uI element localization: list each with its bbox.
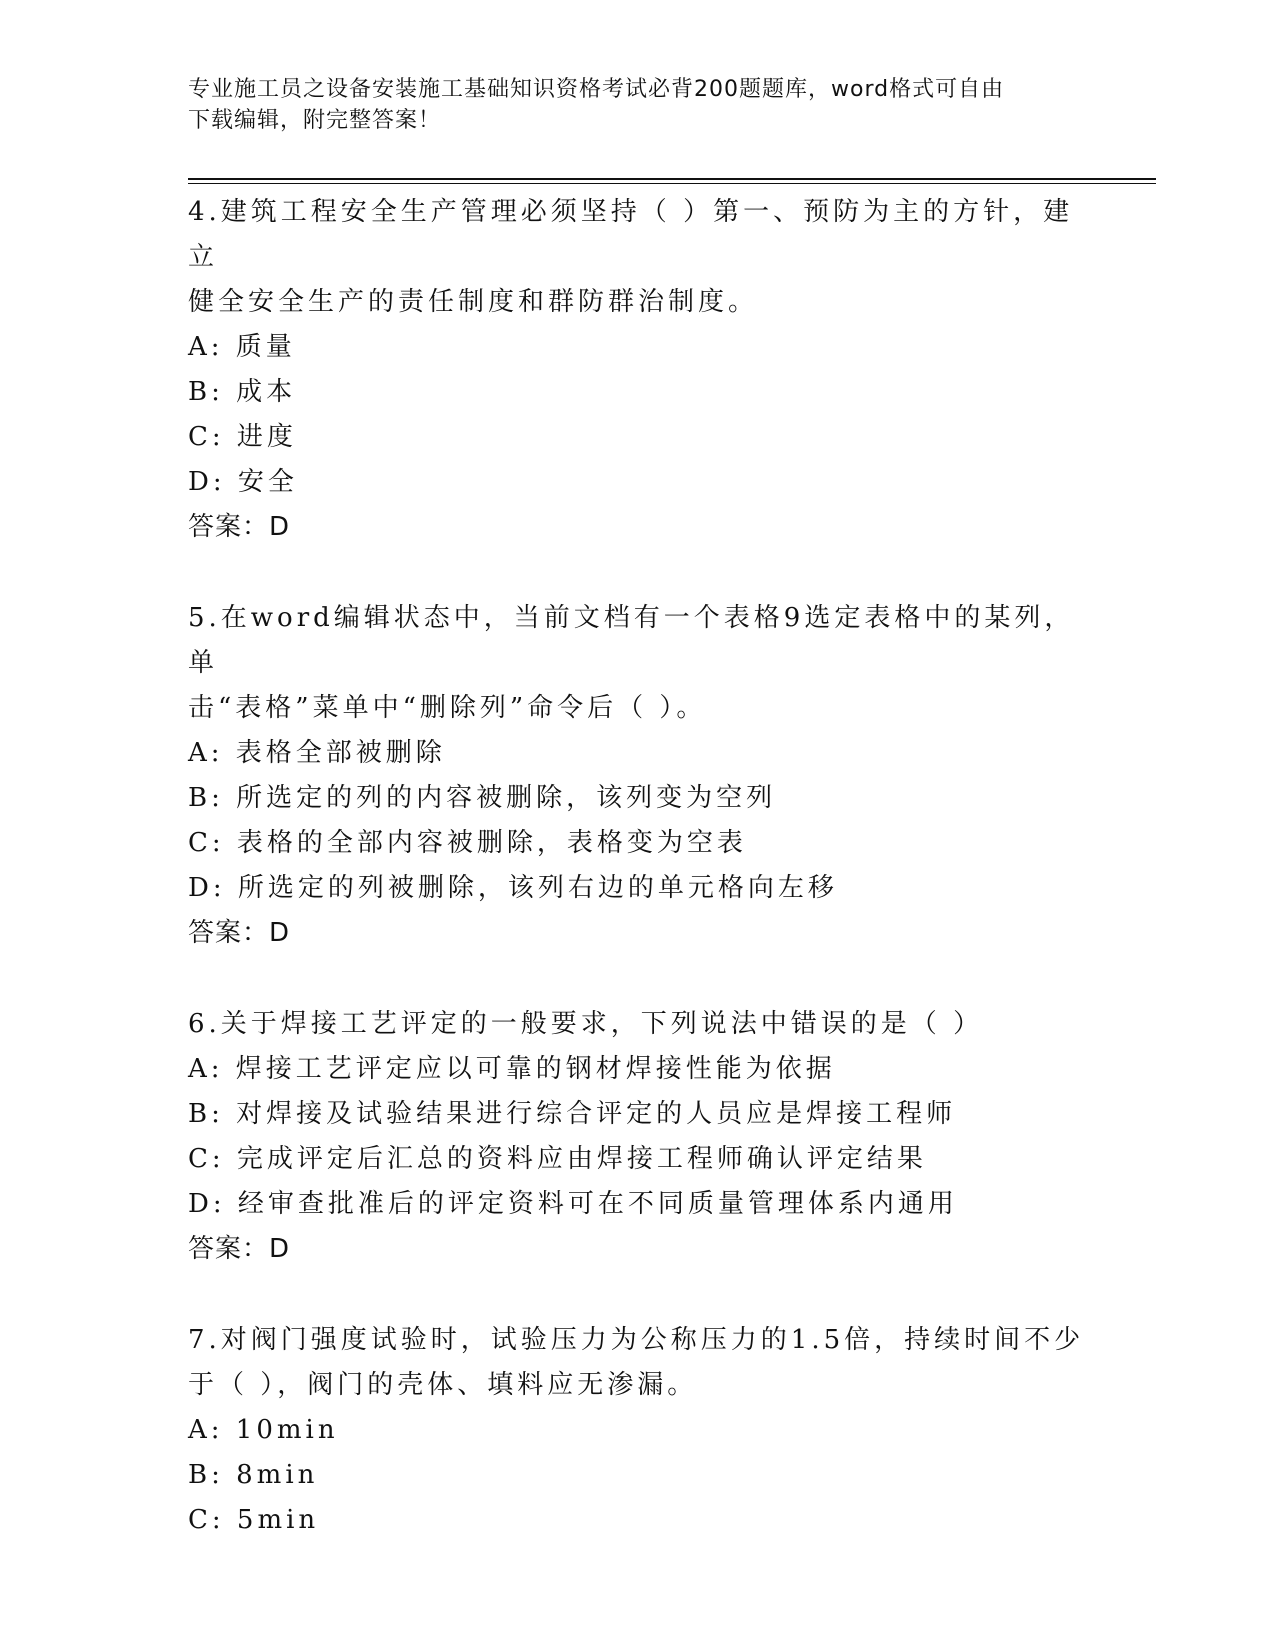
question-stem: 5.在word编辑状态中，当前文档有一个表格9选定表格中的某列，单 <box>188 603 1075 678</box>
option-d: D: 所选定的列被删除，该列右边的单元格向左移 <box>188 873 838 903</box>
document-header <box>188 74 1088 136</box>
option-a: A: 质量 <box>188 332 296 362</box>
header-line-1: 专业施工员之设备安装施工基础知识资格考试必背200题题库，word格式可自由 <box>188 77 1005 102</box>
option-b: B: 成本 <box>188 377 297 407</box>
question-stem: 4.建筑工程安全生产管理必须坚持（ ）第一、预防为主的方针，建立 <box>188 197 1074 272</box>
option-c: C: 5min <box>188 1505 320 1535</box>
option-d: D: 经审查批准后的评定资料可在不同质量管理体系内通用 <box>188 1189 958 1219</box>
question-stem: 6.关于焊接工艺评定的一般要求，下列说法中错误的是（ ） <box>188 1009 984 1039</box>
header-rule-thin <box>188 183 1156 184</box>
option-a: A: 表格全部被删除 <box>188 738 446 768</box>
option-c: C: 进度 <box>188 422 297 452</box>
header-rule-thick <box>188 178 1156 180</box>
option-b: B: 对焊接及试验结果进行综合评定的人员应是焊接工程师 <box>188 1099 957 1129</box>
question-6 <box>188 1002 1088 1272</box>
question-stem-continued: 于（ ），阀门的壳体、填料应无渗漏。 <box>188 1370 698 1400</box>
question-7 <box>188 1318 1088 1543</box>
answer-line: 答案：D <box>188 918 291 948</box>
header-line-2: 下载编辑，附完整答案！ <box>188 108 442 133</box>
question-list <box>188 190 1088 1589</box>
question-4 <box>188 190 1088 550</box>
option-d: D: 安全 <box>188 467 298 497</box>
option-a: A: 焊接工艺评定应以可靠的钢材焊接性能为依据 <box>188 1054 836 1084</box>
question-stem: 7.对阀门强度试验时，试验压力为公称压力的1.5倍，持续时间不少 <box>188 1325 1085 1355</box>
answer-line: 答案：D <box>188 512 291 542</box>
question-5 <box>188 596 1088 956</box>
option-b: B: 所选定的列的内容被删除，该列变为空列 <box>188 783 777 813</box>
option-a: A: 10min <box>188 1415 339 1445</box>
option-b: B: 8min <box>188 1460 319 1490</box>
question-stem-continued: 健全安全生产的责任制度和群防群治制度。 <box>188 287 759 317</box>
answer-line: 答案：D <box>188 1234 291 1264</box>
option-c: C: 表格的全部内容被删除，表格变为空表 <box>188 828 747 858</box>
question-stem-continued: 击“表格”菜单中“删除列”命令后（ ）。 <box>188 693 707 723</box>
option-c: C: 完成评定后汇总的资料应由焊接工程师确认评定结果 <box>188 1144 927 1174</box>
